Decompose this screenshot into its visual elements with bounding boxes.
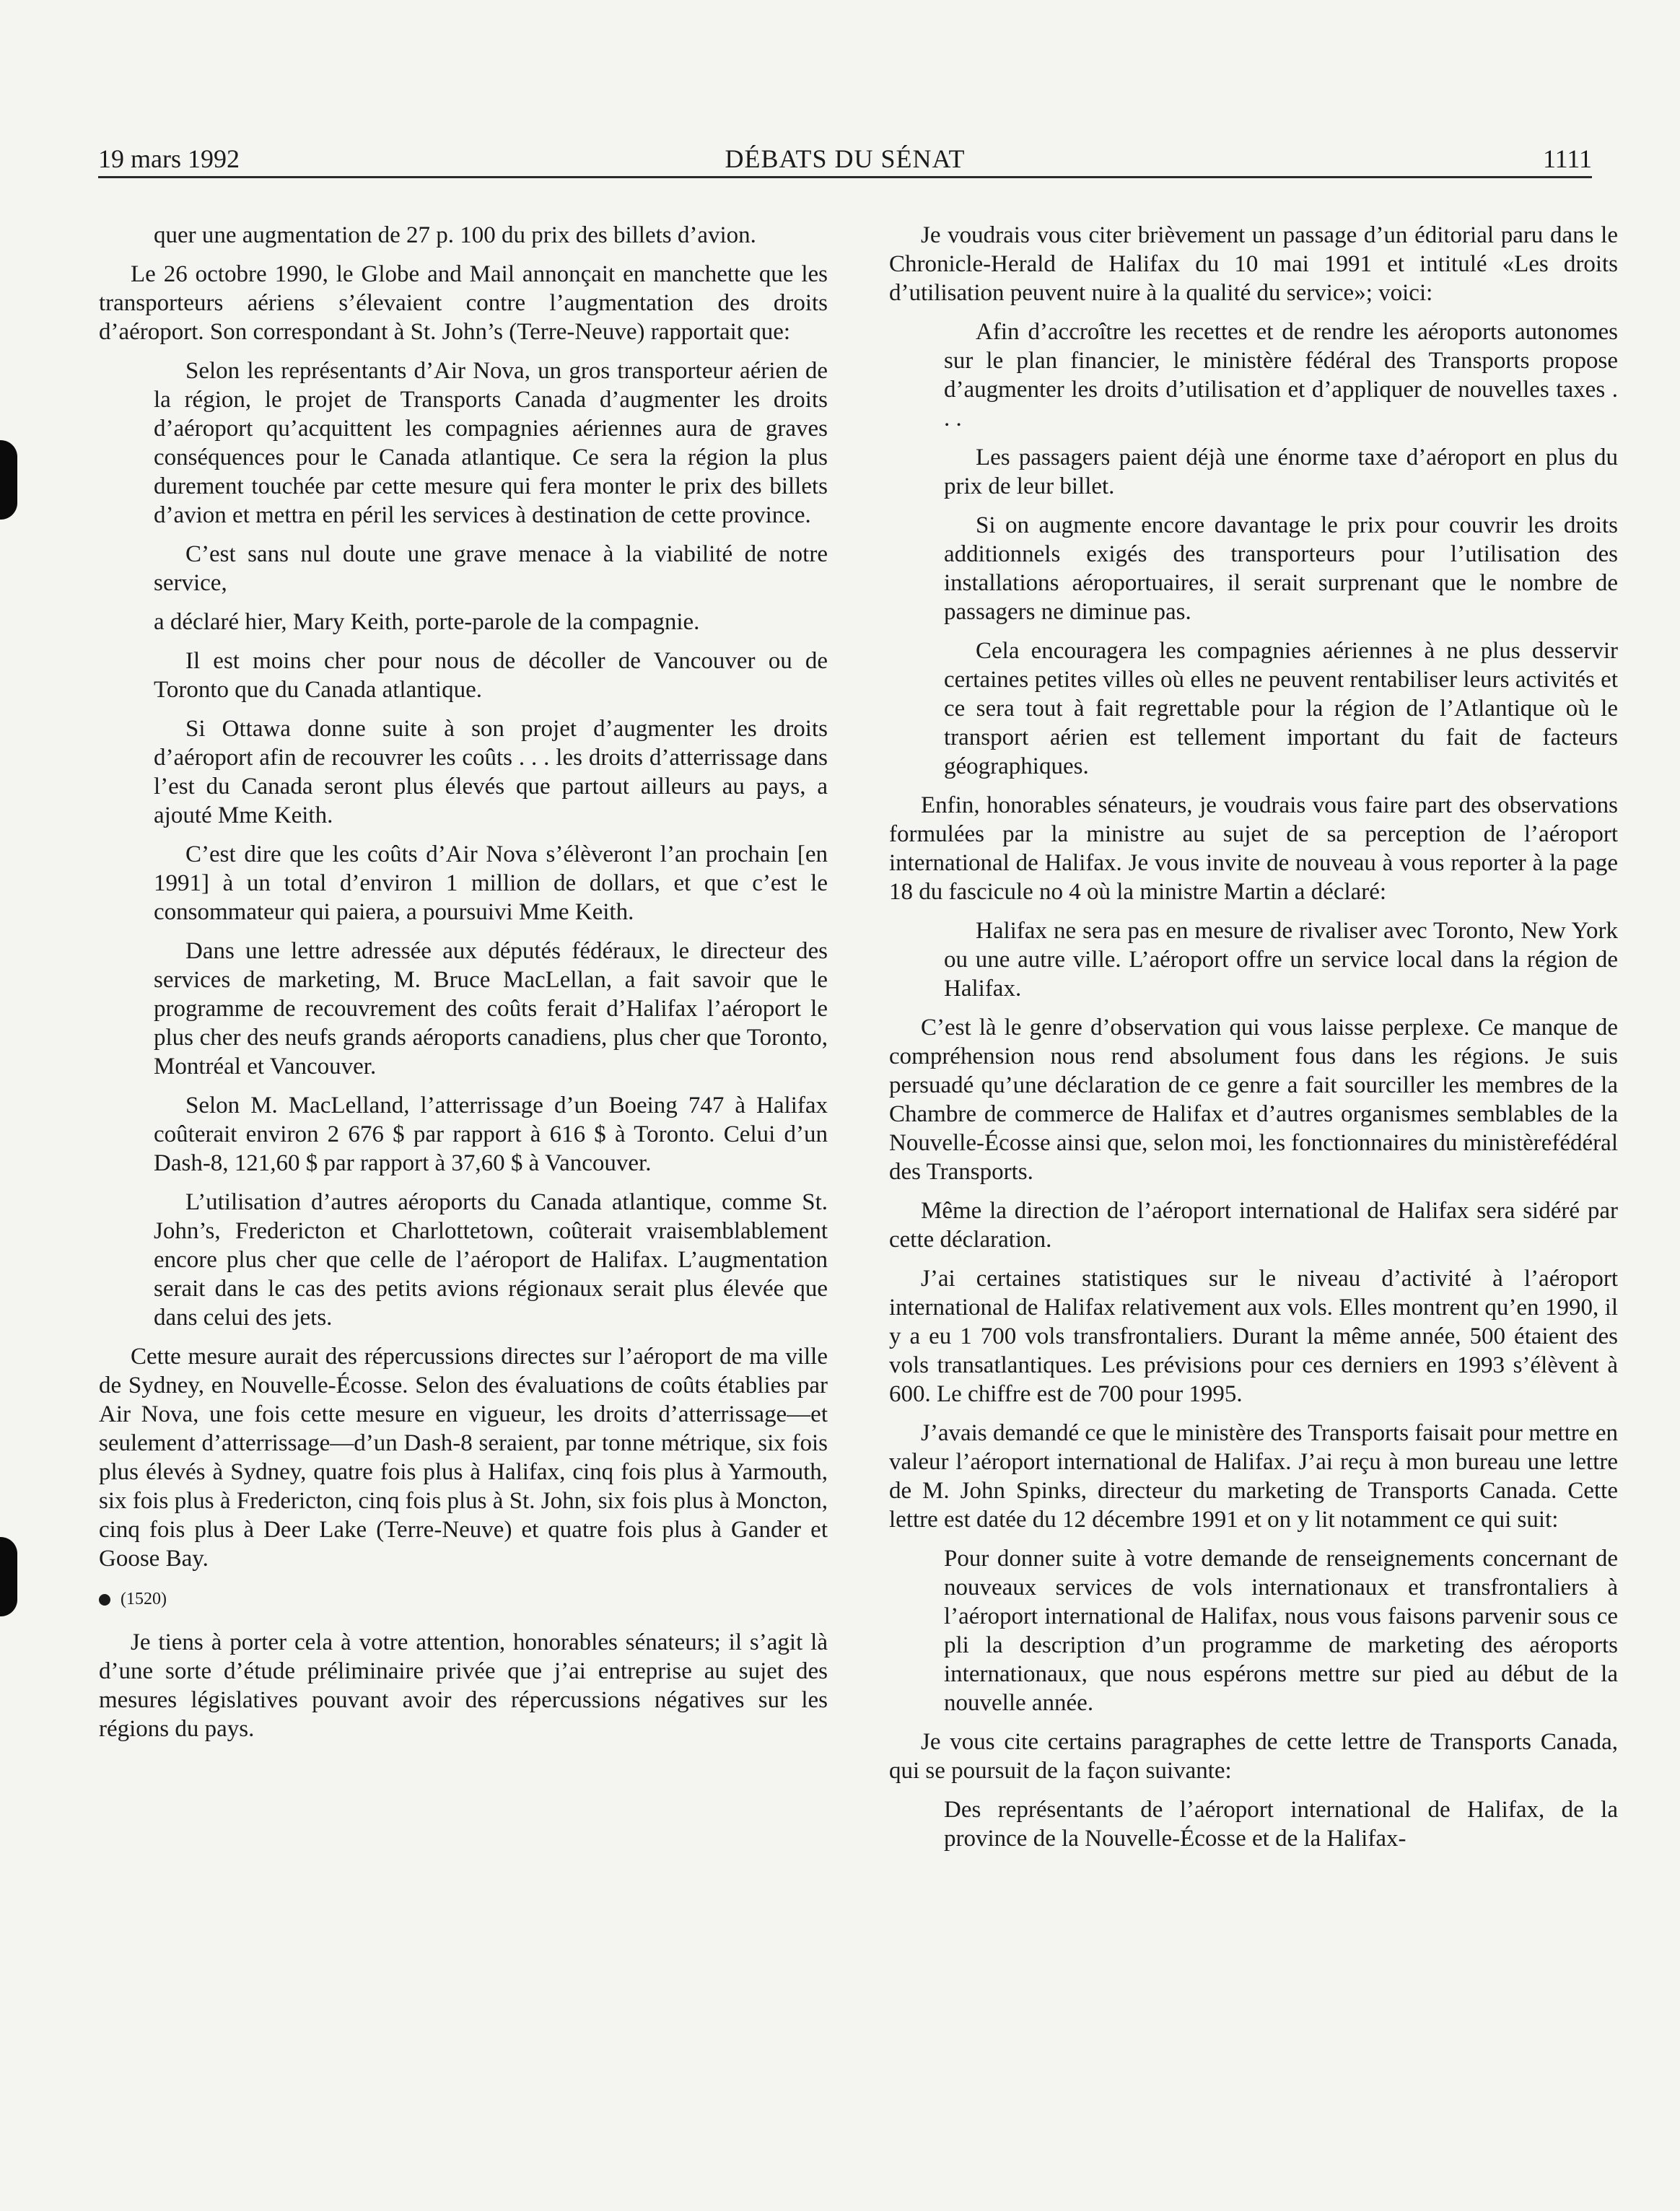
left-column (99, 221, 828, 1754)
paragraph: Je tiens à porter cela à votre attention, honorables sénateurs; il s’agit là d’une sorte d’étude préliminaire privée que j’ai entreprise au sujet des mesures législatives pouvant avoir des répercussions négatives sur les régions du pays. (99, 1629, 828, 1742)
paragraph: quer une augmentation de 27 p. 100 du prix des billets d’avion. (154, 222, 756, 248)
paragraph: Je voudrais vous citer brièvement un passage d’un éditorial paru dans le Chronicle-Herald de Halifax du 10 mai 1991 et intitulé «Les droits d’utilisation peuvent nuire à la qualité du service»; voici: (889, 222, 1618, 306)
quote-paragraph: Si Ottawa donne suite à son projet d’augmenter les droits d’aéroport afin de recouvrer les coûts . . . les droits d’atterrissage dans l’est du Canada seront plus élevés que partout ailleurs au pays, a ajouté Mme Keith. (154, 716, 828, 828)
quote-paragraph: C’est sans nul doute une grave menace à la viabilité de notre service, (154, 541, 828, 596)
quote-paragraph: L’utilisation d’autres aéroports du Canada atlantique, comme St. John’s, Fredericton et Charlottetown, coûterait vraisemblablement encore plus cher que celle de l’aéroport de Halifax. L’augmentation serait dans le cas des petits avions régionaux serait plus élevée que dans celui des jets. (154, 1189, 828, 1331)
quote-paragraph: Cela encouragera les compagnies aériennes à ne plus desservir certaines petites villes où elles ne peuvent rentabiliser leurs activités et ce sera tout à fait regrettable pour la région de l’Atlantique où le transport aérien est tellement important du fait de facteurs géographiques. (944, 638, 1618, 779)
paragraph: Je vous cite certains paragraphes de cette lettre de Transports Canada, qui se poursuit de la façon suivante: (889, 1729, 1618, 1784)
quote-paragraph: Il est moins cher pour nous de décoller de Vancouver ou de Toronto que du Canada atlantique. (154, 648, 828, 703)
binder-hole-top (0, 440, 17, 520)
quote-paragraph: Selon les représentants d’Air Nova, un gros transporteur aérien de la région, le projet de Transports Canada d’augmenter les droits d’aéroport qu’acquittent les compagnies aériennes aura de graves conséquences pour le Canada atlantique. Ce sera la région la plus durement touchée par cette mesure qui fera monter le prix des billets d’avion et mettra en péril les services à destination de cette province. (154, 358, 828, 528)
header-title: DÉBATS DU SÉNAT (725, 144, 966, 173)
quote-paragraph: Dans une lettre adressée aux députés fédéraux, le directeur des services de marketing, M. Bruce MacLellan, a fait savoir que le programme de recouvrement des coûts ferait d’Halifax l’aéroport le plus cher des neufs grands aéroports canadiens, plus cher que Toronto, Montréal et Vancouver. (154, 938, 828, 1080)
paragraph: J’ai certaines statistiques sur le niveau d’activité à l’aéroport international de Halifax relativement aux vols. Elles montrent qu’en 1990, il y a eu 1 700 vols transfrontaliers. Durant la même année, 500 étaient des vols transatlantiques. Les prévisions pour ces derniers en 1993 s’élèvent à 600. Le chiffre est de 700 pour 1995. (889, 1266, 1618, 1407)
paragraph: Cette mesure aurait des répercussions directes sur l’aéroport de ma ville de Sydney, en Nouvelle-Écosse. Selon des évaluations de coûts établies par Air Nova, une fois cette mesure en vigueur, les droits d’atterrissage—et seulement d’atterrissage—d’un Dash-8 seraient, par tonne métrique, six fois plus élevés à Sydney, quatre fois plus à Halifax, cinq fois plus à Yarmouth, six fois plus à Fredericton, cinq fois plus à St. John, six fois plus à Moncton, cinq fois plus à Deer Lake (Terre-Neuve) et quatre fois plus à Gander et Goose Bay. (99, 1344, 828, 1572)
header-date: 19 mars 1992 (98, 144, 240, 173)
paragraph: Même la direction de l’aéroport international de Halifax sera sidéré par cette déclaration. (889, 1198, 1618, 1253)
quote-paragraph: Afin d’accroître les recettes et de rendre les aéroports autonomes sur le plan financier, le ministère fédéral des Transports propose d’augmenter les droits d’utilisation et d’appliquer de nouvelles taxes . . . (944, 319, 1618, 432)
quote-paragraph: Pour donner suite à votre demande de renseignements concernant de nouveaux services de vols internationaux et transfrontaliers à l’aéroport international de Halifax, nous vous faisons parvenir sous ce pli la description d’un programme de marketing des aéroports internationaux, que nous espérons mettre sur pied au début de la nouvelle année. (944, 1546, 1618, 1716)
time-marker-label: (1520) (121, 1590, 167, 1608)
page-header (98, 141, 1592, 178)
quote-paragraph: Si on augmente encore davantage le prix pour couvrir les droits additionnels exigés des transporteurs pour l’utilisation des installations aéroportuaires, il serait surprenant que le nombre de passagers ne diminue pas. (944, 512, 1618, 625)
quote-attribution: a déclaré hier, Mary Keith, porte-parole de la compagnie. (154, 609, 700, 635)
bullet-dot-icon (99, 1594, 110, 1606)
quote-paragraph: Des représentants de l’aéroport international de Halifax, de la province de la Nouvelle-Écosse et de la Halifax- (944, 1797, 1618, 1852)
quote-paragraph: Selon M. MacLelland, l’atterrissage d’un Boeing 747 à Halifax coûterait environ 2 676 $ par rapport à 616 $ à Toronto. Celui d’un Dash-8, 121,60 $ par rapport à 37,60 $ à Vancouver. (154, 1093, 828, 1176)
paragraph: C’est là le genre d’observation qui vous laisse perplexe. Ce manque de compréhension nous rend absolument fous dans les régions. Je suis persuadé qu’une déclaration de ce genre a fait sourciller les membres de la Chambre de commerce de Halifax et d’autres organismes semblables de la Nouvelle-Écosse ainsi que, selon moi, les fonctionnaires du ministèrefédéral des Transports. (889, 1015, 1618, 1185)
time-marker (99, 1585, 828, 1614)
quote-paragraph: Halifax ne sera pas en mesure de rivaliser avec Toronto, New York ou une autre ville. L’aéroport offre un service local dans la région de Halifax. (944, 918, 1618, 1002)
paragraph: Enfin, honorables sénateurs, je voudrais vous faire part des observations formulées par la ministre au sujet de sa perception de l’aéroport international de Halifax. Je vous invite de nouveau à vous reporter à la page 18 du fascicule no 4 où la ministre Martin a déclaré: (889, 792, 1618, 905)
page-number: 1111 (1543, 144, 1592, 173)
binder-hole-bottom (0, 1537, 17, 1616)
paragraph: J’avais demandé ce que le ministère des Transports faisait pour mettre en valeur l’aéroport international de Halifax. J’ai reçu à mon bureau une lettre de M. John Spinks, directeur du marketing de Transports Canada. Cette lettre est datée du 12 décembre 1991 et on y lit notamment ce qui suit: (889, 1420, 1618, 1533)
quote-paragraph: Les passagers paient déjà une énorme taxe d’aéroport en plus du prix de leur billet. (944, 445, 1618, 499)
quote-paragraph: C’est dire que les coûts d’Air Nova s’élèveront l’an prochain [en 1991] à un total d’environ 1 million de dollars, et que c’est le consommateur qui paiera, a poursuivi Mme Keith. (154, 841, 828, 925)
right-column (889, 221, 1618, 1863)
paragraph: Le 26 octobre 1990, le Globe and Mail annonçait en manchette que les transporteurs aériens s’élevaient contre l’augmentation des droits d’aéroport. Son correspondant à St. John’s (Terre-Neuve) rapportait que: (99, 261, 828, 345)
